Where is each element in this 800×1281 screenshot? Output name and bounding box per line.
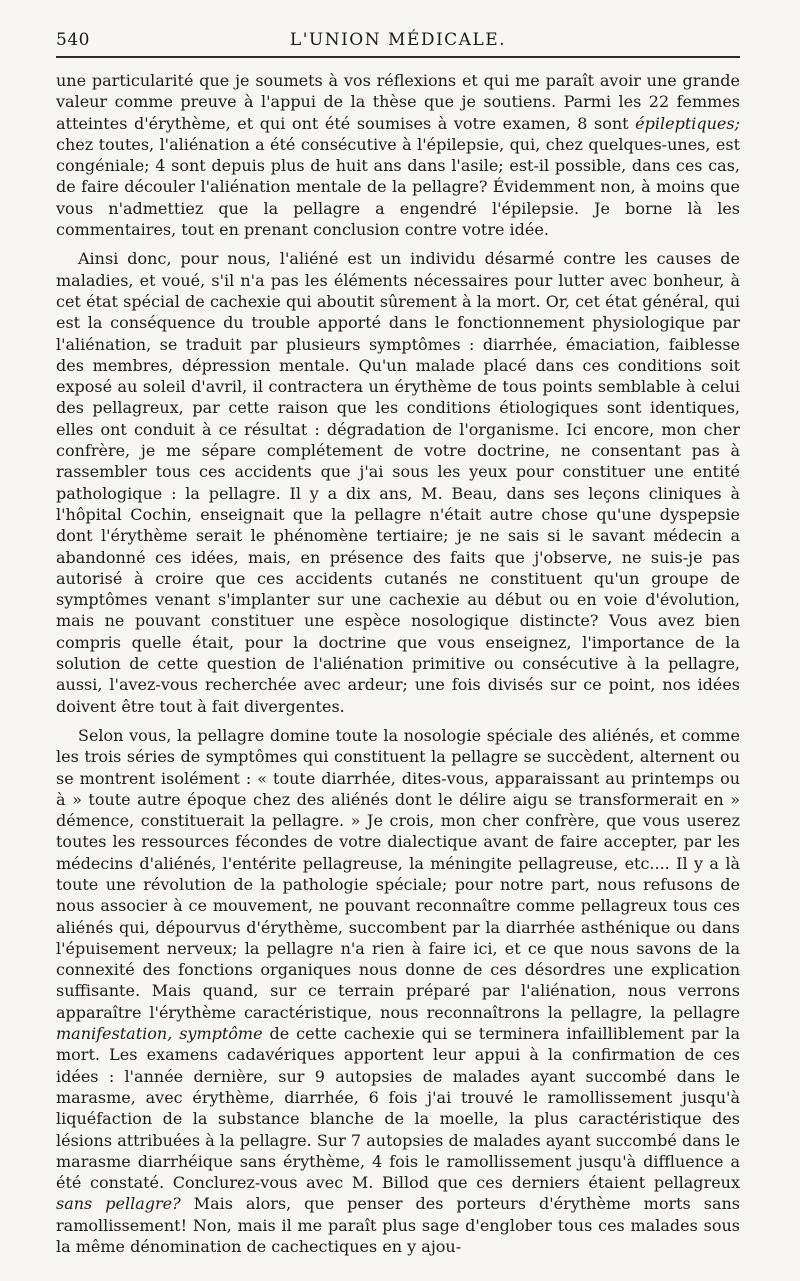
paragraph xyxy=(56,70,740,240)
running-head xyxy=(56,22,740,52)
text-run: une particularité que je soumets à vos réflexions et qui me paraît avoir une grande valeur comme preuve à l'appui de la thèse que je soutiens. Parmi les 22 femmes atteintes d'érythème, et qui ont été soumises à votre examen, 8 sont xyxy=(56,71,740,133)
italic-text-run: manifestation, symptôme xyxy=(56,1024,263,1044)
italic-text-run: épileptiques; xyxy=(635,113,740,133)
italic-text-run: sans pellagre? xyxy=(56,1194,181,1214)
text-run: Ainsi donc, pour nous, l'aliéné est un individu désarmé contre les causes de maladies, et voué, s'il n'a pas les éléments nécessaires pour lutter avec bonheur, à cet état spécial de cachexie qui aboutit sûrement à la mort. Or, cet état général, qui est la conséquence du trouble apporté dans le fonctionnement physiologique par l'aliénation, se traduit par plusieurs symptômes : diarrhée, émaciation, faiblesse des membres, dépression mentale. Qu'un malade placé dans ces conditions soit exposé au soleil d'avril, il contractera un érythème de tous points semblable à celui des pellagreux, par cette raison que les conditions étiologiques sont identiques, elles ont conduit à ce résultat : dégradation de l'organisme. Ici encore, mon cher confrère, je me sépare complétement de votre doctrine, ne consentant pas à rassembler tous ces accidents que j'ai sous les yeux pour constituer une entité pathologique : la pellagre. Il y a dix ans, M. Beau, dans ses leçons cliniques à l'hôpital Cochin, enseignait que la pellagre n'était autre chose qu'une dyspepsie dont l'érythème serait le phénomène tertiaire; je ne sais si le savant médecin a abandonné ces idées, mais, en présence des faits que j'observe, ne suis-je pas autorisé à croire que ces accidents cutanés ne constituent qu'un groupe de symptômes venant s'implanter sur une cachexie au début ou en voie d'évolution, mais ne pouvant constituer une espèce nosologique distincte? Vous avez bien compris quelle était, pour la doctrine que vous enseignez, l'importance de la solution de cette question de l'aliénation primitive ou consécutive à la pellagre, aussi, l'avez-vous recherchée avec ardeur; une fois divisés sur ce point, nos idées doivent être tout à fait divergentes. xyxy=(56,249,740,716)
paragraph xyxy=(56,248,740,717)
header-rule xyxy=(56,56,740,58)
text-run: Selon vous, la pellagre domine toute la nosologie spéciale des aliénés, et comme les trois séries de symptômes qui constituent la pellagre se succèdent, alternent ou se montrent isolément : « toute diarrhée, dites-vous, apparaissant au printemps ou à » toute autre époque chez des aliénés dont le délire aigu se transformerait en » démence, constituerait la pellagre. » Je crois, mon cher confrère, que vous userez toutes les ressources fécondes de votre dialectique avant de faire accepter, par les médecins d'aliénés, l'entérite pellagreuse, la méningite pellagreuse, etc.... Il y a là toute une révolution de la pathologie spéciale; pour notre part, nous refusons de nous associer à ce mouvement, ne pouvant reconnaître comme pellagreux tous ces aliénés qui, dépourvus d'érythème, succombent par la diarrhée asthénique ou dans l'épuisement nerveux; la pellagre n'a rien à faire ici, et ce que nous savons de la connexité des fonctions organiques nous donne de ces désordres une explication suffisante. Mais quand, sur ce terrain préparé par l'aliénation, nous verrons apparaître l'érythème caractéristique, nous reconnaîtrons la pellagre, la pellagre xyxy=(56,725,740,1022)
text-run: chez toutes, l'aliénation a été consécutive à l'épilepsie, qui, chez quelques-unes, est congéniale; 4 sont depuis plus de huit ans dans l'asile; est-il possible, dans ces cas, de faire découler l'aliénation mentale de la pellagre? Évidemment non, à moins que vous n'admettiez que la pellagre a engendré l'épilepsie. Je borne là les commentaires, tout en prenant conclusion contre votre idée. xyxy=(56,134,740,240)
journal-title: L'UNION MÉDICALE. xyxy=(289,30,507,50)
page-number: 540 xyxy=(56,30,90,50)
text-run: de cette cachexie qui se terminera infailliblement par la mort. Les examens cadavériques apportent leur appui à la confirmation de ces idées : l'année dernière, sur 9 autopsies de malades ayant succombé dans le marasme, avec érythème, diarrhée, 6 fois j'ai trouvé le ramollissement jusqu'à liquéfaction de la substance blanche de la moelle, la plus caractéristique des lésions attribuées à la pellagre. Sur 7 autopsies de malades ayant succombé dans le marasme diarrhéique sans érythème, 4 fois le ramollissement jusqu'à diffluence a été constaté. Conclurez-vous avec M. Billod que ces derniers étaient pellagreux xyxy=(56,1024,740,1193)
paragraph xyxy=(56,725,740,1257)
body-text xyxy=(56,70,740,1257)
text-run: Mais alors, que penser des porteurs d'érythème morts sans ramollissement! Non, mais il me paraît plus sage d'englober tous ces malades sous la même dénomination de cachectiques en y ajou- xyxy=(56,1194,740,1257)
